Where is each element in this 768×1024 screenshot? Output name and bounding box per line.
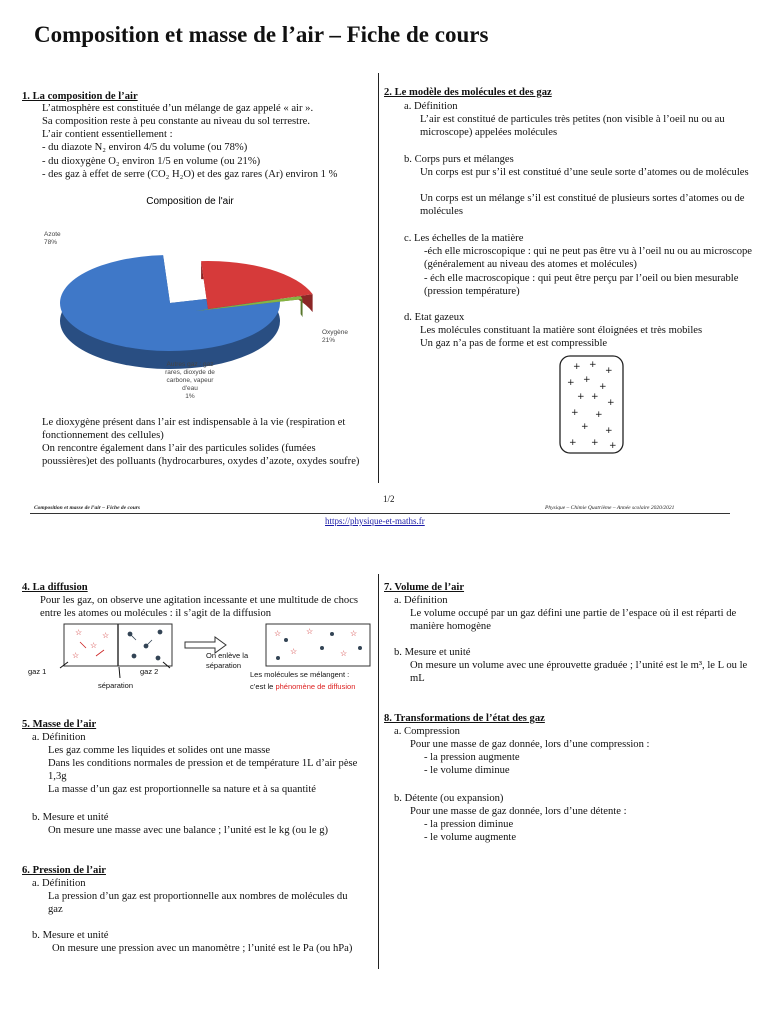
mix-caption-2: c’est le phénomène de diffusion xyxy=(250,682,356,691)
s5-a-text-1: Les gaz comme les liquides et solides ont une masse xyxy=(48,745,271,756)
label-gaz-2: gaz 2 xyxy=(140,667,159,676)
svg-text:+: + xyxy=(571,408,579,418)
arrow-caption: On enlève la séparation xyxy=(206,651,249,670)
s6-a-text: La pression d’un gaz est proportionnelle aux nombres de molécules du gaz xyxy=(48,891,348,915)
pie-label-oxygene: Oxygène 21% xyxy=(322,329,349,344)
svg-text:+: + xyxy=(599,382,607,392)
s6-b-title: b. Mesure et unité xyxy=(32,930,109,941)
section-2-heading: 2. Le modèle des molécules et des gaz xyxy=(384,87,552,98)
s2-a-title: a. Définition xyxy=(404,101,458,112)
svg-text:☆: ☆ xyxy=(90,641,98,650)
s8-a-text: Pour une masse de gaz donnée, lors d’une compression : xyxy=(410,739,650,750)
s8-a-title: a. Compression xyxy=(394,726,460,737)
s2-d-text-2: Un gaz n’a pas de forme et est compressible xyxy=(420,338,608,349)
s7-b-title: b. Mesure et unité xyxy=(394,647,471,658)
svg-text:+: + xyxy=(567,378,575,388)
pie-slice-oxygene xyxy=(201,261,313,309)
s5-b-text: On mesure une masse avec une balance ; l’unité est le kg (ou le g) xyxy=(48,825,329,836)
s2-b-text-2: Un corps est un mélange s’il est constitué de plusieurs sortes d’atomes ou de molécules xyxy=(420,193,745,217)
footer-right: Physique – Chimie Quatrième – Année scolaire 2020/2021 xyxy=(545,505,675,511)
svg-text:+: + xyxy=(569,438,577,448)
s5-b-title: b. Mesure et unité xyxy=(32,812,109,823)
svg-text:+: + xyxy=(573,362,581,372)
s7-a-text: Le volume occupé par un gaz défini une partie de l’espace où il est réparti de manière homogène xyxy=(410,608,737,632)
s8-b-item-1: - la pression diminue xyxy=(424,819,514,830)
s5-a-text-2: Dans les conditions normales de pression et de température 1L d’air pèse 1,3g xyxy=(48,758,358,782)
svg-text:☆: ☆ xyxy=(306,627,314,636)
svg-text:+: + xyxy=(581,422,589,432)
svg-text:+: + xyxy=(591,392,599,402)
s2-c-text-2: - éch elle macroscopique : qui peut être perçu par l’oeil ou bien mesurable (pression température) xyxy=(424,273,739,297)
s2-d-text-1: Les molécules constituant la matière sont éloignées et très mobiles xyxy=(420,325,703,336)
s1-line-2: Sa composition reste à peu constante au niveau du sol terrestre. xyxy=(42,116,310,127)
svg-text:☆: ☆ xyxy=(350,629,358,638)
svg-text:+: + xyxy=(609,441,617,451)
footer-rule xyxy=(30,513,730,514)
s5-a-title: a. Définition xyxy=(32,732,86,743)
s1-line-3: L’air contient essentiellement : xyxy=(42,129,173,140)
s1-line-1: L’atmosphère est constituée d’un mélange de gaz appelé « air ». xyxy=(42,103,314,114)
s5-a-text-3: La masse d’un gaz est proportionnelle sa nature et à sa quantité xyxy=(48,784,316,795)
s1-line-4: - du diazote N₂ environ 4/5 du volume (ou 78%) xyxy=(42,142,248,153)
svg-text:☆: ☆ xyxy=(102,631,110,640)
svg-text:☆: ☆ xyxy=(72,651,80,660)
s6-a-title: a. Définition xyxy=(32,878,86,889)
s6-b-text: On mesure une pression avec un manomètre ; l’unité est le Pa (ou hPa) xyxy=(52,943,353,954)
page-title: Composition et masse de l’air – Fiche de cours xyxy=(34,22,489,47)
s1-line-5: - du dioxygène O₂ environ 1/5 en volume (ou 21%) xyxy=(42,156,261,167)
svg-text:☆: ☆ xyxy=(274,629,282,638)
svg-text:☆: ☆ xyxy=(290,647,298,656)
pie-chart xyxy=(40,188,370,408)
s4-text: Pour les gaz, on observe une agitation incessante et une multitude de chocs entre les atomes ou molécules : il s’agit de la diffusion xyxy=(40,595,359,619)
section-4-heading: 4. La diffusion xyxy=(22,582,88,593)
pie-label-autres: Autres gaz : gaz rares, dioxyde de carbone, vapeur d'eau 1% xyxy=(165,361,215,400)
s2-b-title: b. Corps purs et mélanges xyxy=(404,154,514,165)
svg-text:+: + xyxy=(583,375,591,385)
svg-text:+: + xyxy=(605,426,613,436)
s8-b-item-2: - le volume augmente xyxy=(424,832,517,843)
section-7-heading: 7. Volume de l’air xyxy=(384,582,465,593)
s8-b-text: Pour une masse de gaz donnée, lors d’une détente : xyxy=(410,806,627,817)
website-link[interactable]: https://physique-et-maths.fr xyxy=(325,516,425,526)
s8-a-item-1: - la pression augmente xyxy=(424,752,520,763)
s2-c-text-1: -éch elle microscopique : qui ne peut pas être vu à l’oeil nu ou au microscope (généralement au niveau des atomes et molécules) xyxy=(424,246,752,270)
s8-a-item-2: - le volume diminue xyxy=(424,765,510,776)
s2-b-text-1: Un corps est pur s’il est constitué d’une seule sorte d’atomes ou de molécules xyxy=(420,167,749,178)
gas-molecules-diagram xyxy=(559,355,625,455)
svg-text:+: + xyxy=(595,410,603,420)
label-gaz-1: gaz 1 xyxy=(28,667,47,676)
s1-bottom-text: Le dioxygène présent dans l’air est indispensable à la vie (respiration et fonctionnement des cellules) On rencontre également dans l’air des particules solides (fumées poussières)et des polluants (hydrocarbures, oxydes d’azote, oxydes soufre) xyxy=(42,417,360,467)
s7-a-title: a. Définition xyxy=(394,595,448,606)
svg-text:+: + xyxy=(591,438,599,448)
label-separation: séparation xyxy=(98,681,134,690)
s7-b-text: On mesure un volume avec une éprouvette graduée ; l’unité est le m³, le L ou le mL xyxy=(410,660,748,684)
svg-text:+: + xyxy=(605,366,613,376)
mix-caption-1: Les molécules se mélangent : xyxy=(250,670,350,679)
column-divider xyxy=(378,73,379,483)
chart-title: Composition de l'air xyxy=(146,196,234,207)
svg-text:☆: ☆ xyxy=(75,628,83,637)
svg-text:+: + xyxy=(589,360,597,370)
footer-left: Composition et masse de l’air – Fiche de cours xyxy=(34,505,141,511)
s2-a-text: L’air est constitué de particules très petites (non visible à l’oeil nu ou au microscope) appelées molécules xyxy=(420,114,725,138)
column-divider-2 xyxy=(378,574,379,969)
svg-text:+: + xyxy=(577,392,585,402)
page-number: 1/2 xyxy=(383,494,395,504)
section-1-heading: 1. La composition de l’air xyxy=(22,91,138,102)
section-6-heading: 6. Pression de l’air xyxy=(22,865,106,876)
s8-b-title: b. Détente (ou expansion) xyxy=(394,793,504,804)
pie-label-azote: Azote 78% xyxy=(44,231,61,246)
s2-c-title: c. Les échelles de la matière xyxy=(404,233,524,244)
svg-text:+: + xyxy=(607,398,615,408)
section-8-heading: 8. Transformations de l’état des gaz xyxy=(384,713,545,724)
svg-text:☆: ☆ xyxy=(340,649,348,658)
s2-d-title: d. Etat gazeux xyxy=(404,312,465,323)
section-5-heading: 5. Masse de l’air xyxy=(22,719,97,730)
s1-line-6: - des gaz à effet de serre (CO₂ H₂O) et des gaz rares (Ar) environ 1 % xyxy=(42,169,338,180)
